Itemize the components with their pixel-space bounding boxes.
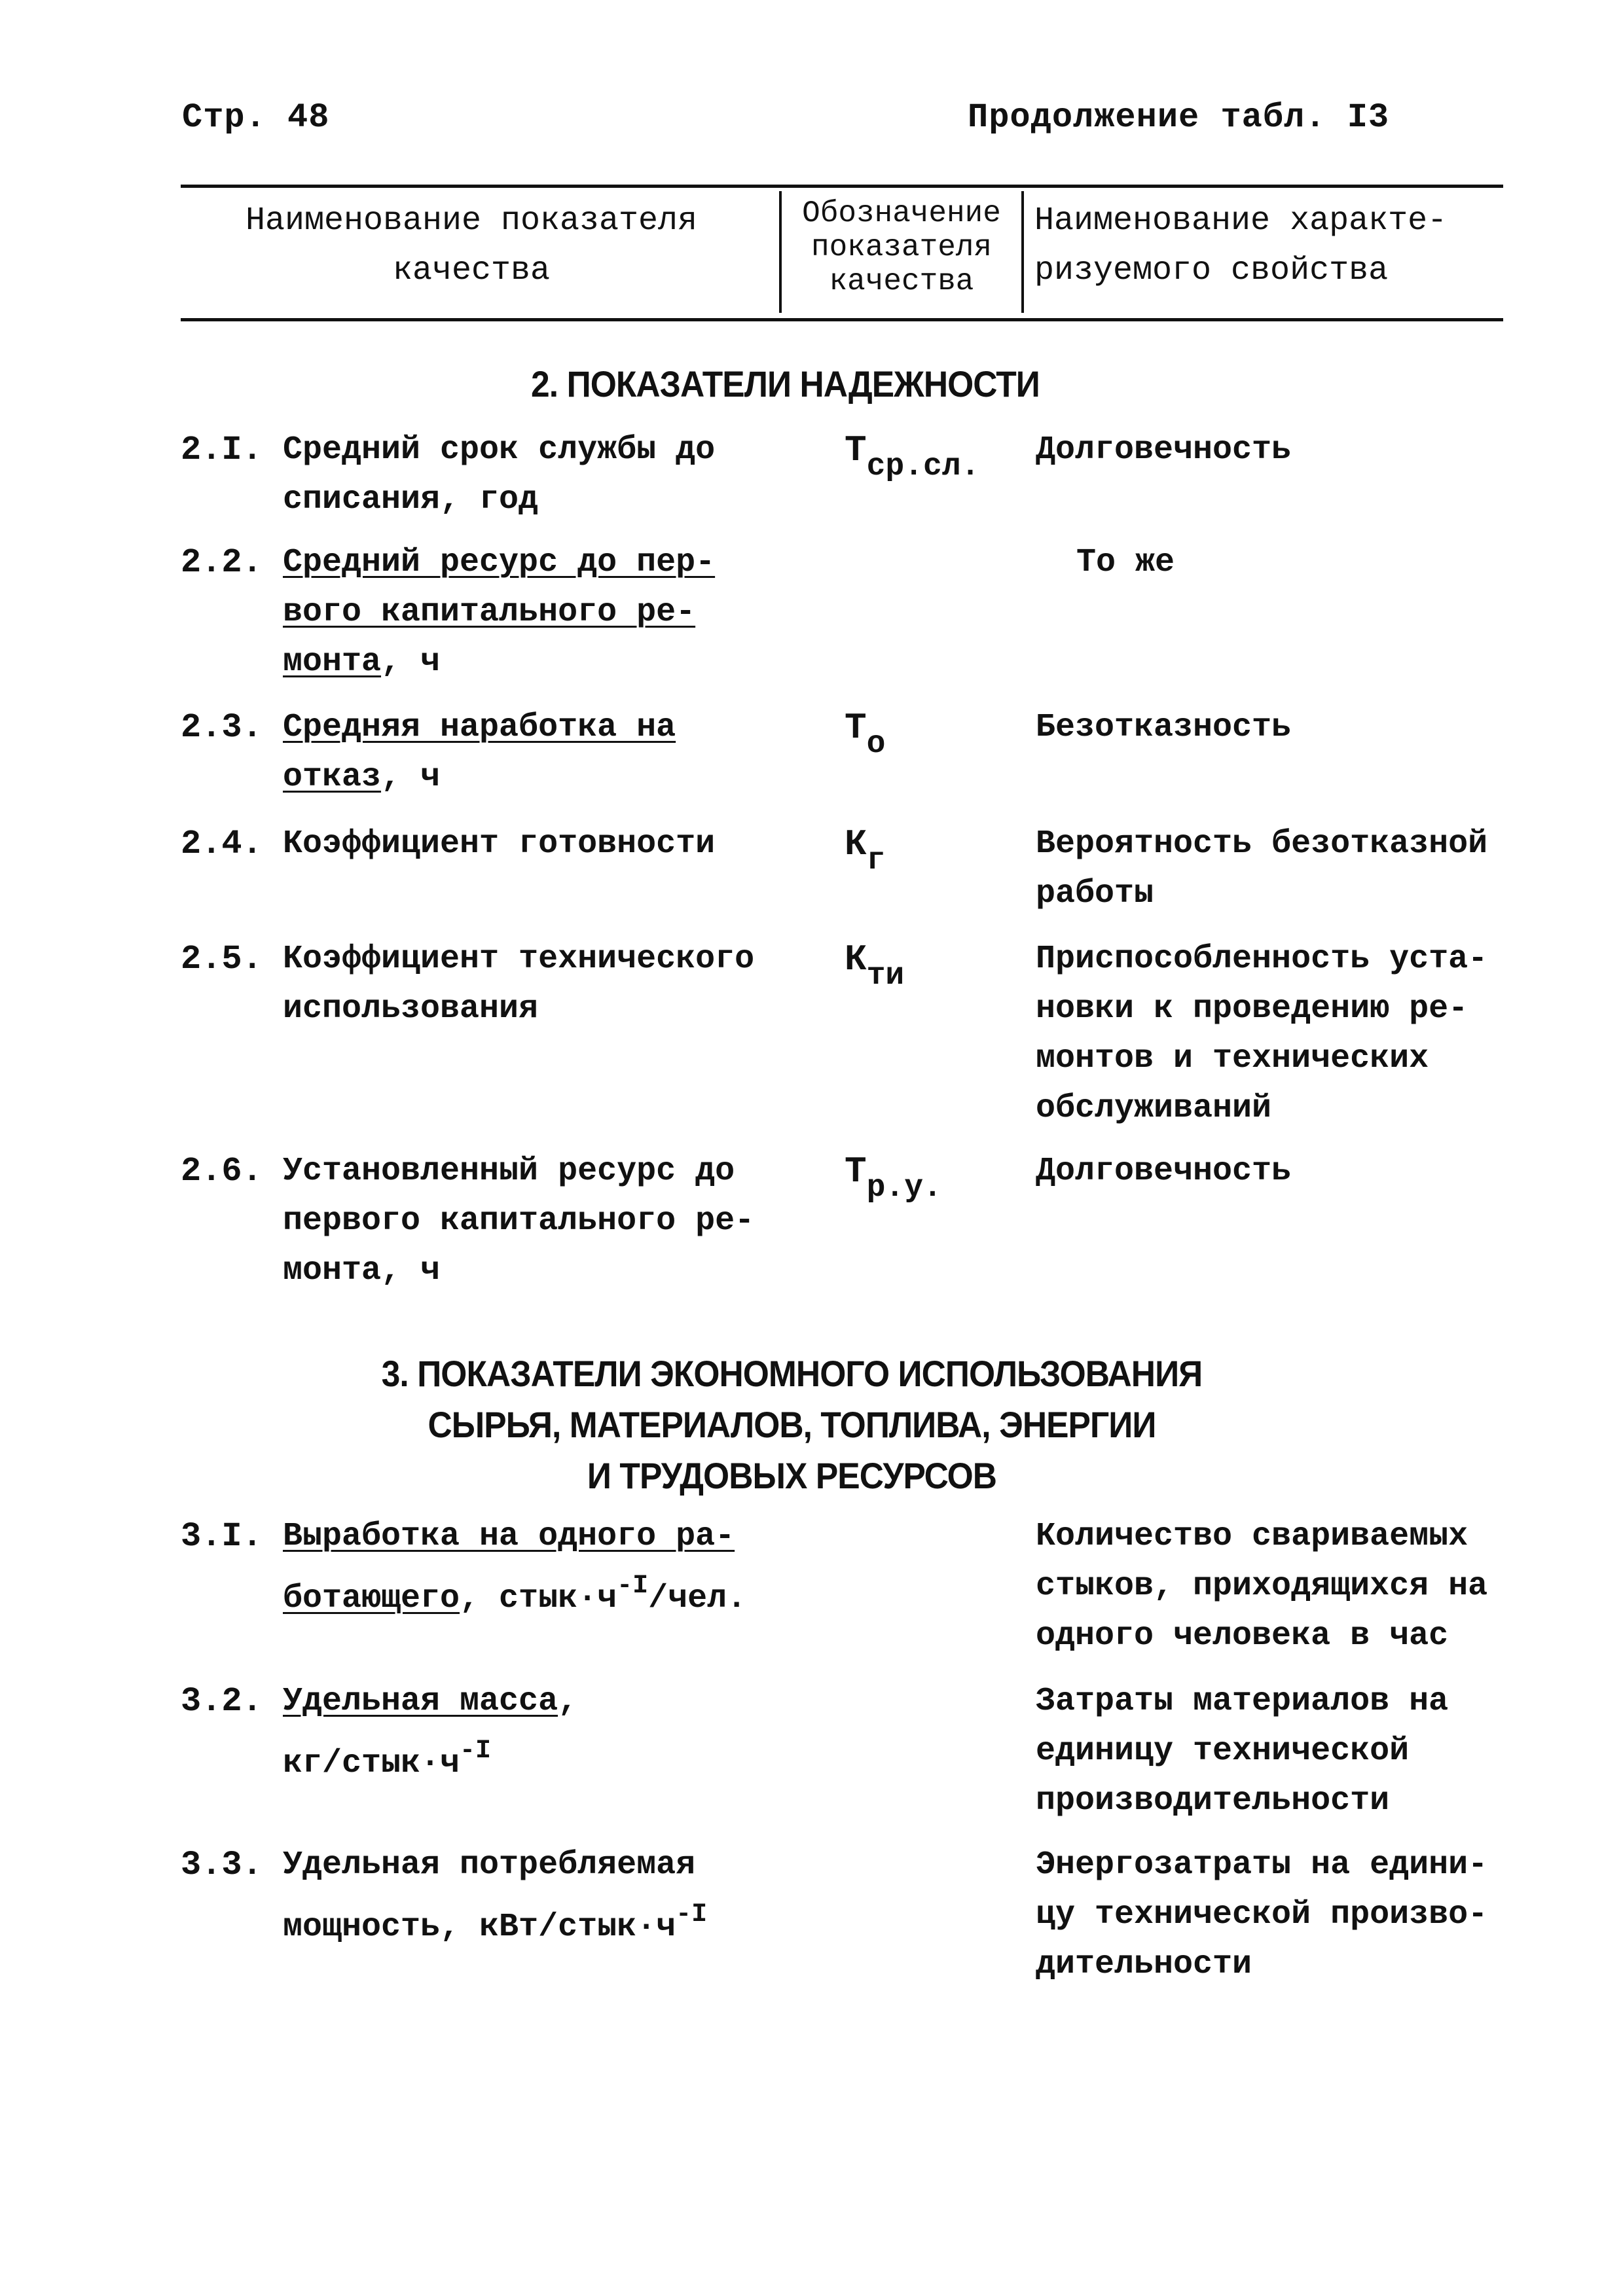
column-header-designation <box>783 196 1020 298</box>
section-title-economy <box>45 1348 1539 1501</box>
text-line: Средняя наработка на <box>283 709 676 746</box>
text-line: Долговечность <box>1036 431 1292 469</box>
text-line: стыков, приходящихся на <box>1036 1568 1488 1605</box>
indicator-name <box>283 1840 793 1952</box>
text-line <box>283 637 793 687</box>
superscript: -I <box>460 1736 492 1766</box>
indicator-designation <box>845 703 885 769</box>
text-line: единицу технической <box>1036 1732 1410 1770</box>
text-fragment: ботающего <box>283 1580 460 1617</box>
column-header-property <box>1034 196 1493 296</box>
designation-symbol: Т <box>845 1151 867 1193</box>
text-fragment: , стык·ч <box>460 1580 617 1617</box>
text-line: вого капитального ре- <box>283 594 696 631</box>
indicator-designation <box>845 819 885 886</box>
text-line: Вероятность безотказной <box>1036 825 1488 863</box>
text-line: Коэффициент готовности <box>283 825 716 863</box>
indicator-designation <box>845 1147 942 1213</box>
text-line: Затраты материалов на <box>1036 1683 1449 1720</box>
characterized-property <box>1036 819 1533 919</box>
text-fragment: мощность, кВт/стык·ч <box>283 1909 676 1946</box>
text-line <box>283 1890 793 1952</box>
designation-subscript: ср.сл. <box>866 449 980 484</box>
characterized-property <box>1036 1147 1533 1196</box>
text-line: списания, год <box>283 481 539 518</box>
text-line: дительности <box>1036 1946 1252 1983</box>
text-line: Установленный ресурс до <box>283 1153 735 1190</box>
column-header-line: ризуемого свойства <box>1034 252 1389 289</box>
row-number: 3.2. <box>181 1682 263 1721</box>
designation-symbol: Т <box>845 429 867 471</box>
text-line: Удельная потребляемая <box>283 1846 696 1884</box>
characterized-property <box>1036 1677 1533 1826</box>
column-header-indicator-name <box>216 196 727 296</box>
text-fragment: /чел. <box>648 1580 747 1617</box>
indicator-name <box>283 819 793 869</box>
column-separator <box>1021 191 1024 313</box>
indicator-name <box>283 425 793 525</box>
text-line: Выработка на одного ра- <box>283 1518 735 1555</box>
page-number: Стр. 48 <box>182 98 330 137</box>
characterized-property <box>1036 935 1533 1134</box>
text-line: обслуживаний <box>1036 1090 1272 1127</box>
text-fragment: кг/стык·ч <box>283 1745 460 1782</box>
row-number: 2.2. <box>181 543 263 582</box>
text-line: Средний ресурс до пер- <box>283 544 716 581</box>
text-line <box>283 753 793 802</box>
table-top-rule <box>181 185 1503 188</box>
section-title-reliability: 2. ПОКАЗАТЕЛИ НАДЕЖНОСТИ <box>531 363 1040 404</box>
text-line: цу технической произво- <box>1036 1896 1488 1933</box>
text-line: первого капитального ре- <box>283 1202 755 1240</box>
row-number: 3.3. <box>181 1846 263 1884</box>
column-header-line: показателя <box>811 230 993 264</box>
designation-symbol: К <box>845 939 867 980</box>
text-line <box>283 1727 793 1789</box>
row-number: 2.4. <box>181 825 263 863</box>
text-line <box>283 1562 793 1624</box>
text-line: использования <box>283 990 539 1028</box>
column-header-line: Наименование показателя <box>245 202 698 240</box>
text-line: Энергозатраты на едини- <box>1036 1846 1488 1884</box>
column-header-line: Обозначение <box>802 196 1001 230</box>
text-line: Безотказность <box>1036 709 1292 746</box>
indicator-name <box>283 703 793 802</box>
text-line: одного человека в час <box>1036 1617 1449 1655</box>
text-line: Приспособленность уста- <box>1036 941 1488 978</box>
characterized-property <box>1036 1840 1533 1990</box>
text-line: монтов и технических <box>1036 1040 1429 1077</box>
indicator-designation <box>845 425 979 492</box>
text-line: новки к проведению ре- <box>1036 990 1468 1028</box>
indicator-designation <box>845 935 904 1001</box>
section-title-line: И ТРУДОВЫХ РЕСУРСОВ <box>587 1455 997 1496</box>
designation-subscript: о <box>866 726 886 762</box>
text-fragment: монта <box>283 643 382 681</box>
characterized-property <box>1076 538 1574 588</box>
section-title-line: 3. ПОКАЗАТЕЛИ ЭКОНОМНОГО ИСПОЛЬЗОВАНИЯ <box>381 1353 1203 1394</box>
indicator-name <box>283 1147 793 1296</box>
designation-symbol: К <box>845 823 867 865</box>
superscript: -I <box>676 1900 708 1929</box>
column-header-line: качества <box>829 264 974 298</box>
designation-subscript: ти <box>866 958 905 994</box>
text-line: производительности <box>1036 1782 1390 1820</box>
characterized-property <box>1036 703 1533 753</box>
indicator-name <box>283 1677 793 1789</box>
text-fragment: отказ <box>283 759 382 796</box>
superscript: -I <box>617 1571 649 1601</box>
column-header-line: качества <box>392 252 551 289</box>
text-fragment: , ч <box>381 759 441 796</box>
indicator-name <box>283 1512 793 1624</box>
column-header-line: Наименование характе- <box>1034 202 1448 240</box>
text-line: монта, ч <box>283 1252 441 1289</box>
row-number: 2.5. <box>181 940 263 978</box>
row-number: 2.3. <box>181 708 263 747</box>
text-line: Средний срок службы до <box>283 431 716 469</box>
characterized-property <box>1036 425 1533 475</box>
table-continuation-label: Продолжение табл. I3 <box>968 98 1390 137</box>
indicator-name <box>283 538 793 687</box>
text-line: То же <box>1076 544 1175 581</box>
text-line: Количество свариваемых <box>1036 1518 1468 1555</box>
row-number: 3.I. <box>181 1517 263 1556</box>
text-fragment: Удельная масса <box>283 1683 558 1720</box>
designation-subscript: г <box>866 843 886 878</box>
text-line: Долговечность <box>1036 1153 1292 1190</box>
table-head-bottom-rule <box>181 318 1503 321</box>
text-line <box>283 1677 793 1727</box>
designation-subscript: р.у. <box>866 1170 942 1206</box>
column-separator <box>779 191 782 313</box>
text-line: работы <box>1036 875 1154 912</box>
text-fragment: , <box>558 1683 578 1720</box>
row-number: 2.I. <box>181 431 263 469</box>
text-line: Коэффициент технического <box>283 941 755 978</box>
section-title-line: СЫРЬЯ, МАТЕРИАЛОВ, ТОПЛИВА, ЭНЕРГИИ <box>428 1404 1156 1445</box>
row-number: 2.6. <box>181 1152 263 1191</box>
indicator-name <box>283 935 793 1034</box>
characterized-property <box>1036 1512 1533 1661</box>
designation-symbol: Т <box>845 707 867 749</box>
text-fragment: , ч <box>381 643 441 681</box>
